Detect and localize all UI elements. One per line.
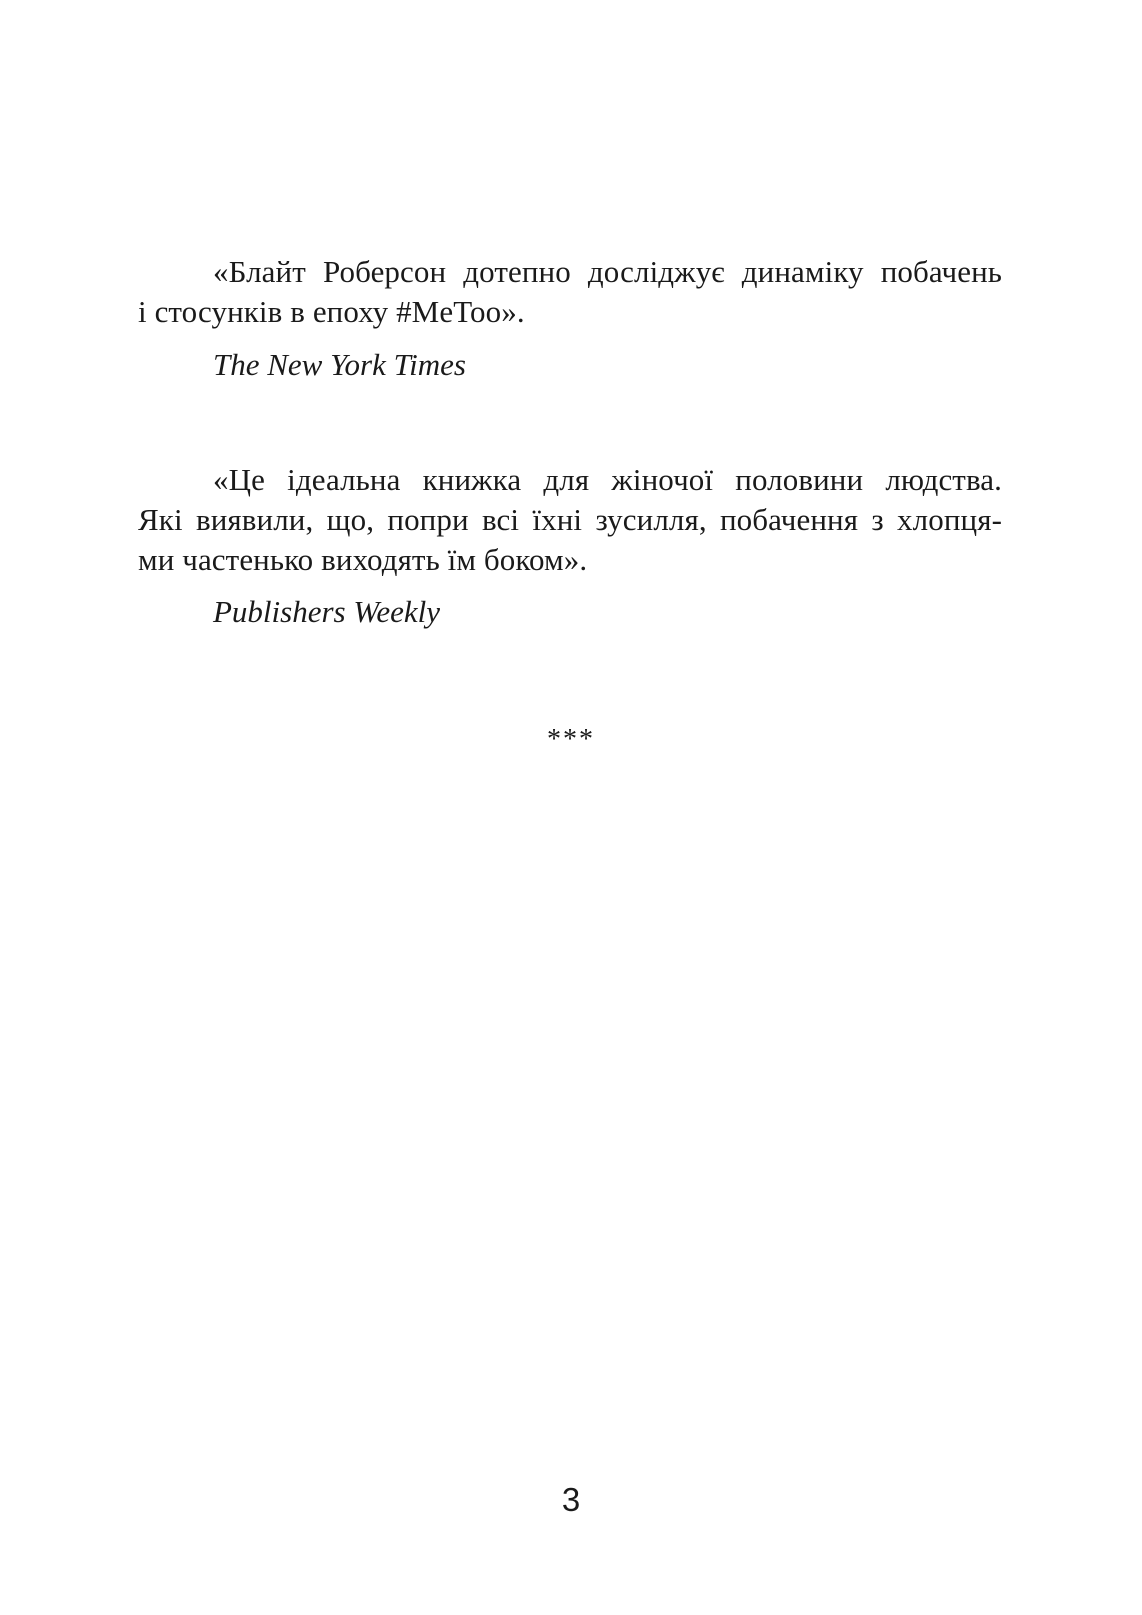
review-1-source: The New York Times [213,347,466,382]
review-2-line-1: «Це ідеальна книжка для жіночої половини людства. [213,462,1002,497]
page-number: 3 [561,1481,581,1518]
review-1-line-1: «Блайт Роберсон дотепно досліджує динаміку побачень [213,254,1002,289]
review-1-line-2: і стосунків в епоху #MeToo». [138,294,525,329]
section-separator: *** [547,724,595,755]
review-2-line-2: Які виявили, що, попри всі їхні зусилля, побачення з хлопця- [138,502,1002,537]
review-2-source: Publishers Weekly [213,594,440,629]
review-quote-1 [138,252,1002,332]
review-quote-2 [138,460,1002,580]
review-2-line-3: ми частенько виходять їм боком». [138,542,588,577]
